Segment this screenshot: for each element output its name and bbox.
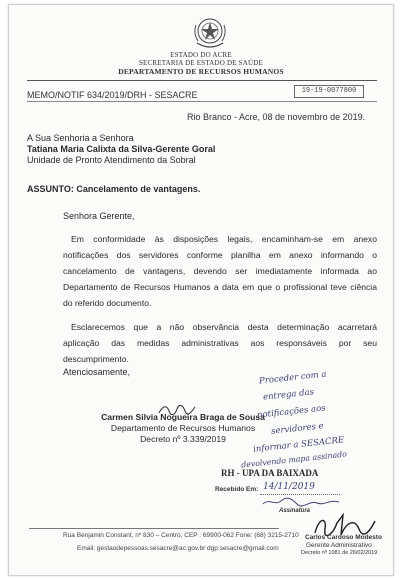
receipt-stamp-title: RH - UPA DA BAIXADA — [221, 468, 319, 478]
signatory-department: Departamento de Recursos Humanos — [110, 423, 256, 433]
memo-document — [8, 4, 394, 576]
receipt-signature-icon — [261, 496, 341, 508]
recipient-name: Tatiana Maria Calixta da Silva-Gerente Goral — [27, 144, 216, 154]
place-date: Rio Branco - Acre, 08 de novembro de 2019. — [187, 112, 366, 122]
subject-line: ASSUNTO: Cancelamento de vantagens. — [27, 184, 201, 194]
memo-number: MEMO/NOTIF 634/2019/DRH - SESACRE — [27, 90, 198, 100]
recipient-unit: Unidade de Pronto Atendimento da Sobral — [27, 155, 196, 165]
paragraph-1-line: cancelamento de vantagens, devendo ser imediatamente informada ao — [63, 266, 377, 276]
receipt-signature-label: Assinatura — [279, 508, 311, 514]
manager-name: Carlos Cardoso Modesto — [305, 534, 382, 541]
paragraph-1-line: do referido documento. — [63, 298, 152, 308]
handwritten-note-line: notificações aos — [256, 403, 327, 421]
manager-role: Gerente Administrativo — [306, 542, 372, 549]
memo-divider — [27, 101, 377, 102]
footer-address: Rua Benjamin Constant, nº 830 – Centro, CEP : 69900-062 Fone: (68) 3215-2710 — [63, 532, 299, 539]
paragraph-2-line: descumprimento. — [63, 354, 129, 364]
header-state: ESTADO DO ACRE — [170, 51, 232, 59]
paragraph-2-line: aplicação das medidas administrativas aos responsáveis por seu — [63, 338, 377, 348]
greeting: Senhora Gerente, — [63, 211, 135, 221]
receipt-date-rule — [260, 494, 340, 495]
handwritten-note-line: informar a SESACRE — [252, 435, 345, 455]
receipt-received-date: 14/11/2019 — [263, 482, 315, 492]
header-department: DEPARTAMENTO DE RECURSOS HUMANOS — [118, 67, 284, 76]
receipt-received-label: Recebido Em: — [215, 486, 259, 493]
paragraph-2 — [63, 319, 377, 367]
state-coat-of-arms-icon — [192, 13, 228, 51]
paragraph-1-line: notificações dos servidores conforme planilha em anexo informando o — [63, 250, 377, 260]
protocol-stamp: 19-19-0077800 — [294, 85, 364, 98]
footer-divider — [29, 528, 279, 529]
paragraph-1-line: Em conformidade às disposições legais, encaminham-se em anexo — [71, 234, 377, 244]
header-divider — [27, 80, 377, 81]
closing: Atenciosamente, — [63, 367, 131, 377]
header-secretariat: SECRETARIA DE ESTADO DE SAÚDE — [138, 59, 264, 67]
recipient-salutation: A Sua Senhoria a Senhora — [27, 133, 134, 143]
signatory-decree: Decreto nº 3.339/2019 — [140, 434, 226, 444]
handwritten-note-line: servidores e — [270, 421, 325, 437]
handwritten-note-line: devolvendo mapa assinado — [240, 449, 348, 470]
paragraph-1 — [63, 231, 377, 311]
paragraph-2-line: Esclarecemos que a não observância desta determinação acarretará — [71, 322, 377, 332]
handwritten-note-line: Proceder com a — [258, 369, 327, 387]
signatory-name: Carmen Silvia Nogueira Braga de Sousa — [101, 412, 265, 422]
manager-decree: Decreto nº 1081 de 26/02/2019 — [301, 550, 378, 556]
handwritten-note-line: entrega das — [262, 387, 315, 403]
footer-email: Email: gestaodepessoas.sesacre@ac.gov.br dgp.sesacre@gmail.com — [77, 545, 279, 552]
paragraph-1-line: Departamento de Recursos Humanos a data em que o profissional teve ciência — [63, 282, 377, 292]
